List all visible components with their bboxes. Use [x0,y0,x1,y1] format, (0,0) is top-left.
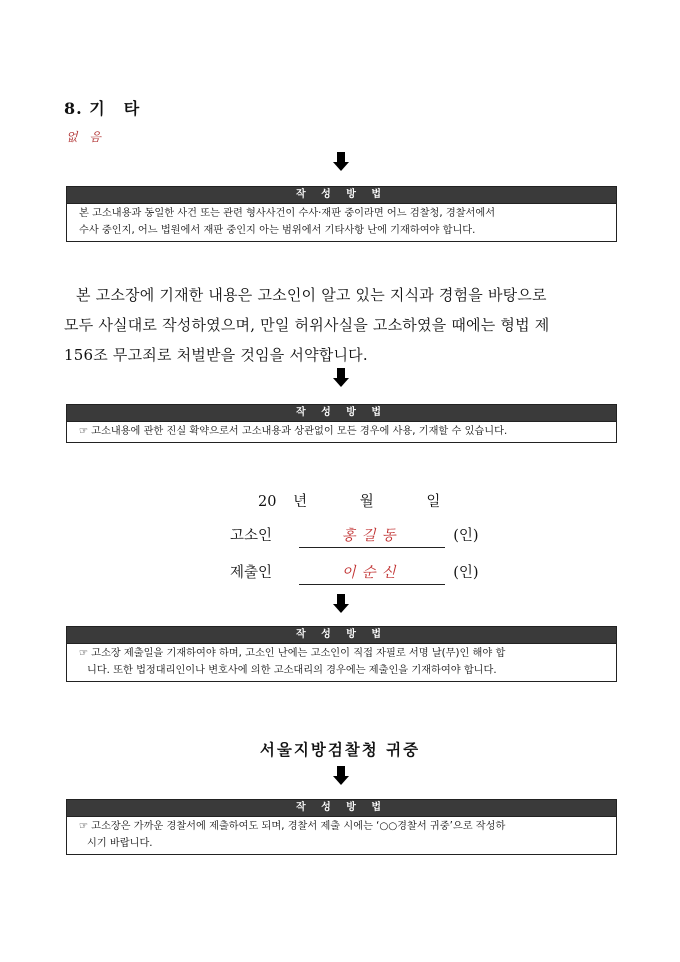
instruction-line: 수사 중인지, 어느 법원에서 재판 중인지 아는 범위에서 기타사항 난에 기재하여야 합니다. [79,225,476,236]
complainant-signature[interactable]: 홍길동 [299,525,445,548]
date-year: 20 [258,494,277,510]
date-day-unit: 일 [426,494,441,510]
section-title-a: 기 [89,99,106,118]
pledge-line: 모두 사실대로 작성하였으며, 만일 허위사실을 고소하였을 때에는 형법 제 [64,316,550,334]
instruction-box-body [67,817,616,854]
instruction-line: 시기 바랍니다. [87,838,153,849]
destination-heading: 서울지방검찰청 귀중 [259,740,421,759]
instruction-box-body [67,644,616,681]
date-year-unit: 년 [293,494,308,510]
instruction-line: 고소장은 가까운 경찰서에 제출하여도 되며, 경찰서 제출 시에는 ‘○○경찰서 귀중’으로 작성하 [91,821,506,832]
instruction-box-title: 작 성 방 법 [67,405,616,422]
instruction-line: 고소장 제출일을 기재하여야 하며, 고소인 난에는 고소인이 직접 자필로 서명 날(무)인 해야 합 [91,648,506,659]
instruction-line: 니다. 또한 법정대리인이나 변호사에 의한 고소대리의 경우에는 제출인을 기재하여야 합니다. [87,665,497,676]
instruction-box-body [67,422,616,442]
instruction-box-title: 작 성 방 법 [67,627,616,644]
instruction-box-1 [66,186,617,242]
instruction-line: 본 고소내용과 동일한 사건 또는 관련 형사사건이 수사·재판 중이라면 어느 검찰청, 경찰서에서 [79,208,496,219]
submitter-label: 제출인 [230,565,273,581]
instruction-box-title: 작 성 방 법 [67,187,616,204]
pointing-hand-icon: ☞ [79,648,89,659]
complainant-row [230,524,479,548]
instruction-box-2 [66,404,617,443]
submitter-signature[interactable]: 이순신 [299,562,445,585]
instruction-box-3 [66,626,617,682]
pointing-hand-icon: ☞ [79,426,89,437]
submitter-row [230,561,479,585]
section-number: 8. [64,99,83,118]
instruction-box-title: 작 성 방 법 [67,800,616,817]
instruction-box-4 [66,799,617,855]
complainant-label: 고소인 [230,528,273,544]
pledge-line: 본 고소장에 기재한 내용은 고소인이 알고 있는 지식과 경험을 바탕으로 [76,286,547,304]
none-text: 없 음 [66,130,105,144]
submitter-seal: (인) [453,565,479,581]
pledge-paragraph [64,280,616,370]
pledge-line: 156조 무고죄로 처벌받을 것임을 서약합니다. [64,346,368,364]
section-title-b: 타 [123,99,141,118]
down-arrow-icon [333,368,349,388]
instruction-box-body [67,204,616,241]
complainant-seal: (인) [453,528,479,544]
down-arrow-icon [333,152,349,172]
date-line [258,490,440,511]
section-title [64,96,140,119]
pointing-hand-icon: ☞ [79,821,89,832]
date-month-unit: 월 [359,494,374,510]
down-arrow-icon [333,594,349,614]
down-arrow-icon [333,766,349,786]
instruction-line: 고소내용에 관한 진실 확약으로서 고소내용과 상관없이 모든 경우에 사용, 기재할 수 있습니다. [91,426,508,437]
